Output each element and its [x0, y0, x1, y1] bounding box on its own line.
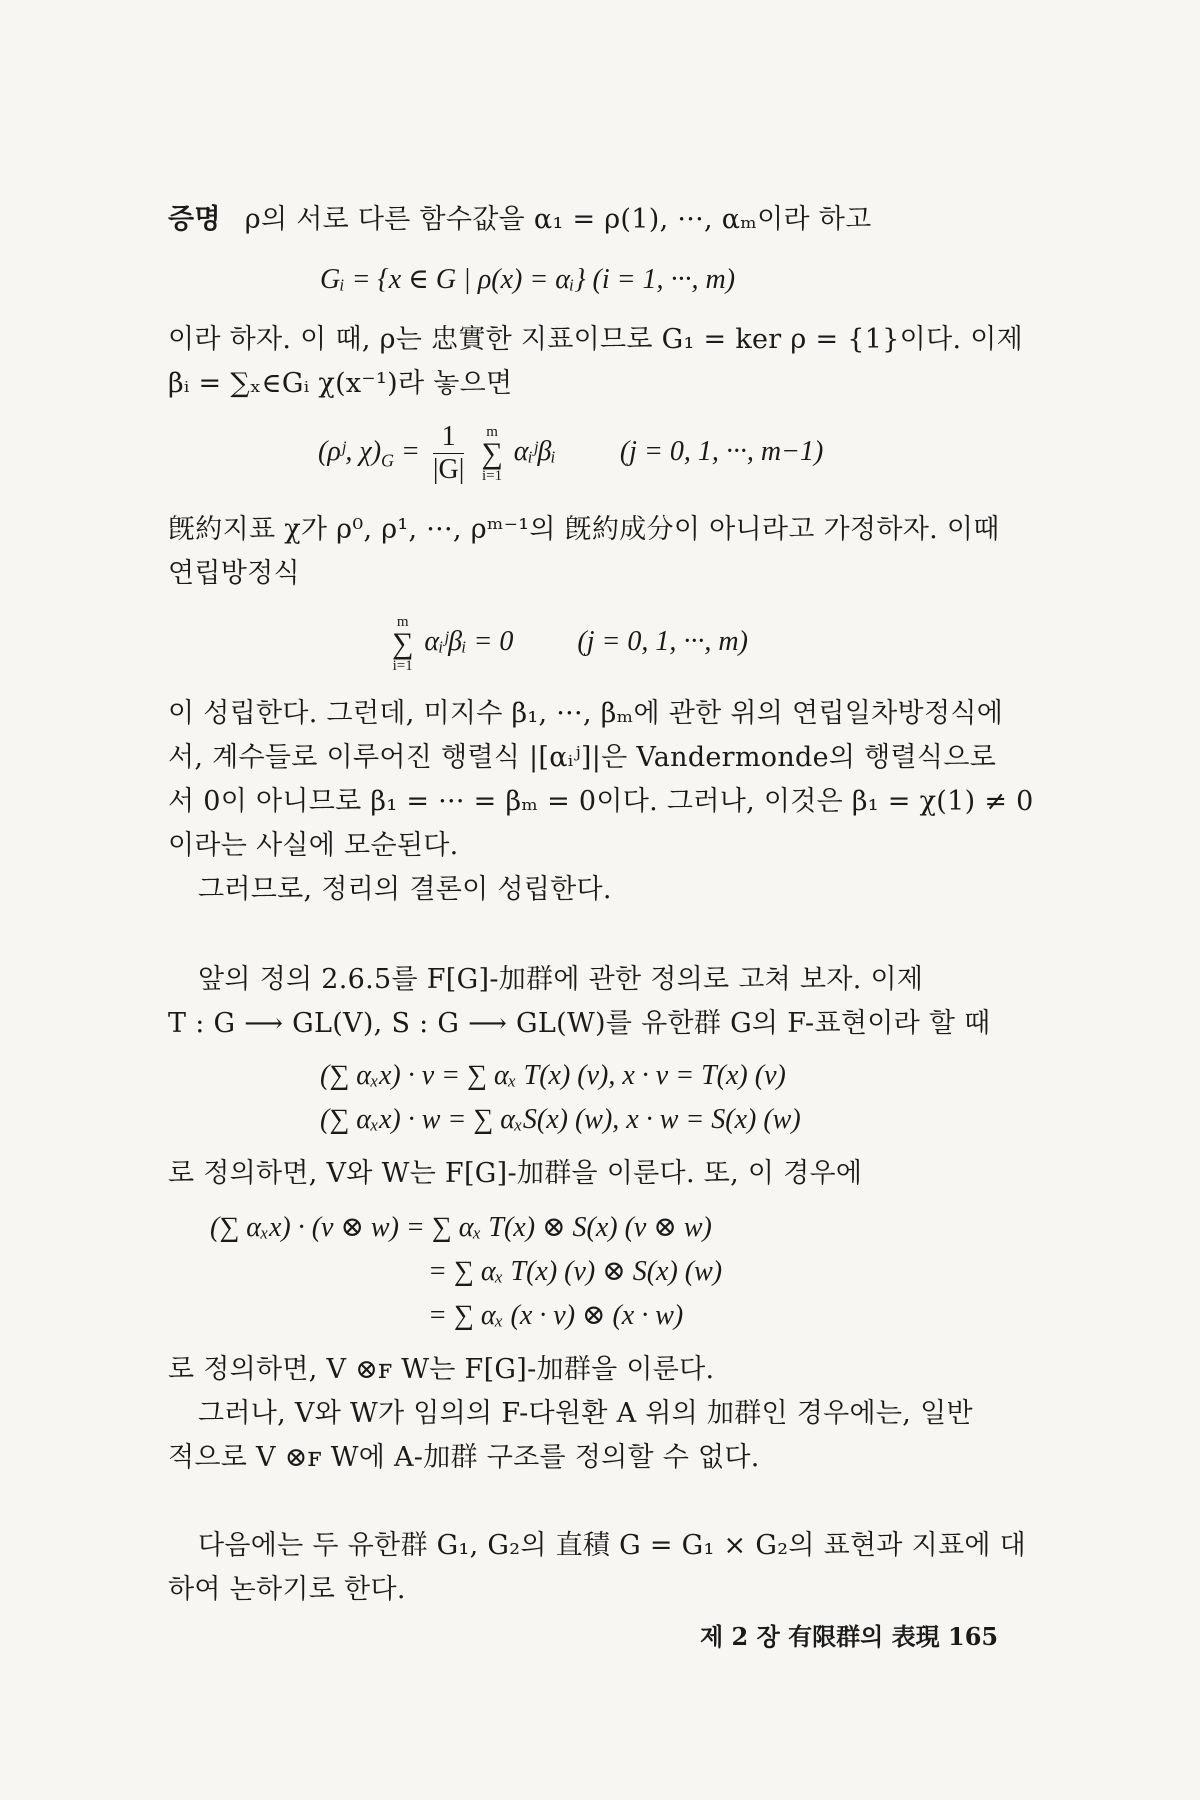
eq2-condition: (j = 0, 1, ···, m−1) — [619, 436, 824, 467]
eq2-term: αᵢʲβᵢ — [513, 436, 556, 467]
eq2-left: (ρʲ, χ) — [318, 436, 382, 467]
eq2-numerator: 1 — [433, 421, 464, 454]
eq3-summation — [392, 614, 413, 674]
equation-linear-system — [388, 610, 748, 674]
page-footer: 제 2 장 有限群의 表現 165 — [700, 1622, 999, 1651]
proof-line-3: βᵢ = ∑ₓ∈Gᵢ χ(x⁻¹)라 놓으면 — [168, 368, 513, 399]
section2-equation-2: (∑ αₓx) · w = ∑ αₓS(x) (w), x · w = S(x) (w) — [320, 1104, 801, 1135]
eq3-sum-sigma: ∑ — [392, 626, 414, 660]
equation-g-i: Gᵢ = {x ∈ G | ρ(x) = αᵢ} (i = 1, ···, m) — [320, 264, 736, 295]
eq2-fraction — [433, 421, 464, 486]
proof-line-5: 연립방정식 — [168, 558, 300, 589]
eq2-summation — [481, 424, 502, 484]
proof-line-1 — [168, 198, 1048, 242]
eq3-sum-bottom: i=1 — [392, 657, 413, 674]
section3-line-2: 하여 논하기로 한다. — [168, 1574, 406, 1605]
eq3-sum-top: m — [396, 613, 409, 630]
eq3-condition: (j = 0, 1, ···, m) — [577, 626, 748, 657]
proof-line-6: 이 성립한다. 그런데, 미지수 β₁, ···, βₘ에 관한 위의 연립일차방정식에 — [168, 698, 1004, 729]
eq2-equals: = — [401, 436, 420, 467]
section2-line-6: 적으로 V ⊗ꜰ W에 A-加群 구조를 정의할 수 없다. — [168, 1442, 760, 1473]
section2-line-2: T : G ⟶ GL(V), S : G ⟶ GL(W)를 유한群 G의 F-표현이라 할 때 — [168, 1008, 991, 1039]
proof-line-10: 그러므로, 정리의 결론이 성립한다. — [198, 874, 612, 905]
eq2-sum-bottom: i=1 — [481, 467, 503, 484]
section2-line-4: 로 정의하면, V ⊗ꜰ W는 F[G]-加群을 이룬다. — [168, 1354, 715, 1385]
eq3-term: αᵢʲβᵢ = 0 — [424, 626, 514, 657]
proof-line-4: 旣約지표 χ가 ρ⁰, ρ¹, ···, ρᵐ⁻¹의 旣約成分이 아니라고 가정하자. 이때 — [168, 514, 1000, 545]
section2-equation-3: (∑ αₓx) · (v ⊗ w) = ∑ αₓ T(x) ⊗ S(x) (v ⊗ w) — [210, 1212, 712, 1243]
section2-equation-5: = ∑ αₓ (x · v) ⊗ (x · w) — [428, 1300, 684, 1331]
eq2-sub: G — [381, 450, 395, 471]
section2-equation-1: (∑ αₓx) · v = ∑ αₓ T(x) (v), x · v = T(x) (v) — [320, 1060, 786, 1091]
section3-line-1: 다음에는 두 유한群 G₁, G₂의 直積 G = G₁ × G₂의 표현과 지표에 대 — [198, 1530, 1027, 1561]
section2-line-5: 그러나, V와 W가 임의의 F-다원환 A 위의 加群인 경우에는, 일반 — [198, 1398, 973, 1429]
equation-inner-product — [318, 420, 823, 493]
proof-label: 증명 — [168, 204, 221, 235]
section2-equation-4: = ∑ αₓ T(x) (v) ⊗ S(x) (w) — [428, 1256, 723, 1287]
proof-line-8: 서 0이 아니므로 β₁ = ··· = βₘ = 0이다. 그러나, 이것은 β₁ = χ(1) ≠ 0 — [168, 786, 1034, 817]
section2-line-3: 로 정의하면, V와 W는 F[G]-加群을 이룬다. 또, 이 경우에 — [168, 1158, 863, 1189]
eq2-denominator: |G| — [432, 454, 465, 486]
proof-text-1: ρ의 서로 다른 함수값을 α₁ = ρ(1), ···, αₘ이라 하고 — [244, 204, 872, 235]
proof-line-2: 이라 하자. 이 때, ρ는 忠實한 지표이므로 G₁ = ker ρ = {1}이다. 이제 — [168, 324, 1023, 355]
proof-line-9: 이라는 사실에 모순된다. — [168, 830, 459, 861]
proof-line-7: 서, 계수들로 이루어진 행렬식 |[αᵢʲ]|은 Vandermonde의 행렬식으로 — [168, 742, 997, 773]
eq2-sum-sigma: ∑ — [481, 436, 503, 470]
eq2-sum-top: m — [486, 423, 498, 440]
section2-line-1: 앞의 정의 2.6.5를 F[G]-加群에 관한 정의로 고쳐 보자. 이제 — [198, 964, 924, 995]
